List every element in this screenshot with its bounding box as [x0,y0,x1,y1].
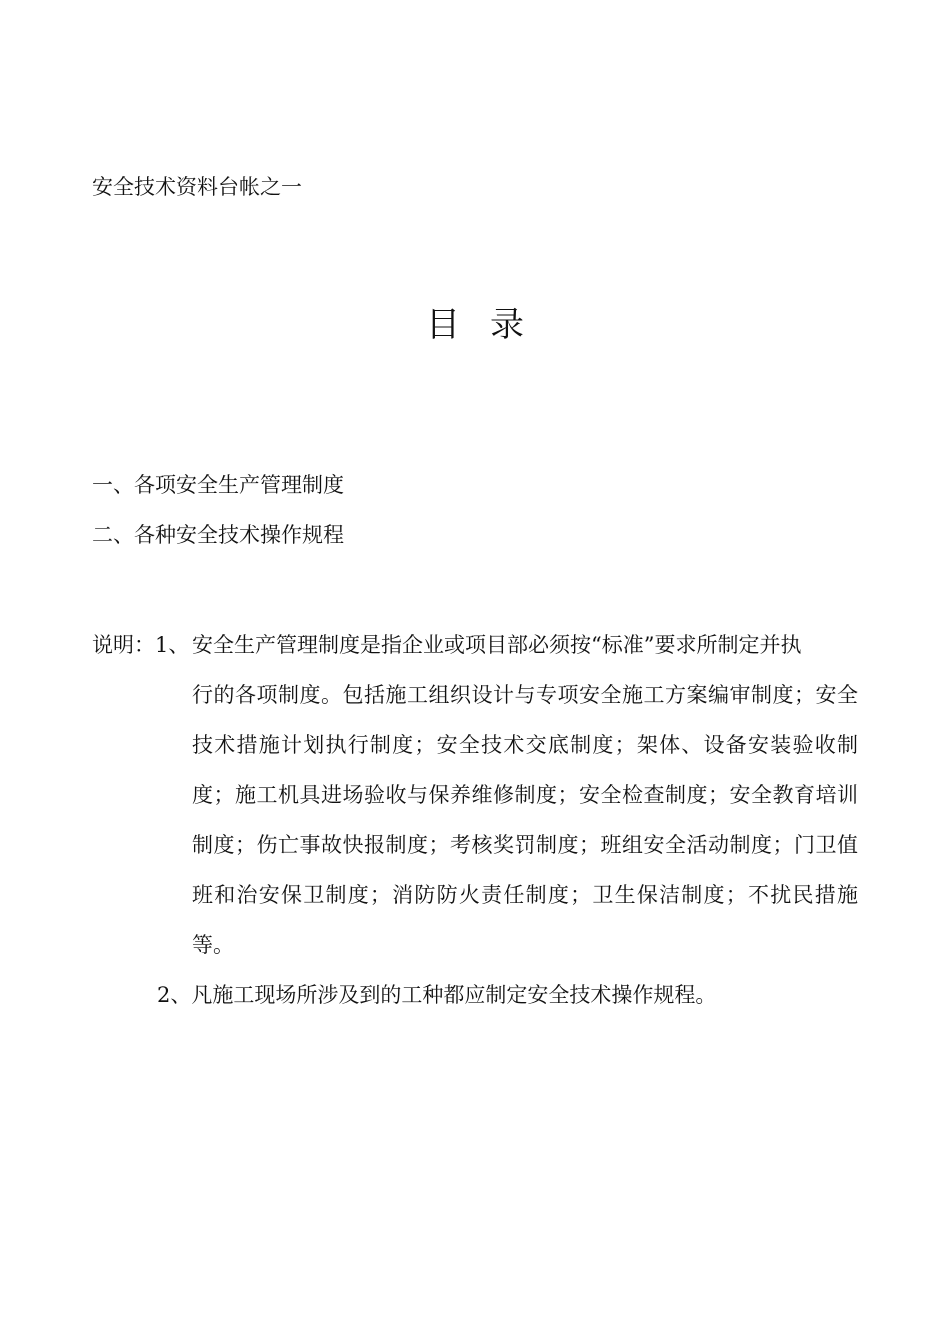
toc-item-management-rules: 一、各项安全生产管理制度 [92,473,344,497]
toc-item-operating-procedures: 二、各种安全技术操作规程 [92,523,344,547]
note-item-1 [92,620,862,970]
note-item-2: 2、凡施工现场所涉及到的工种都应制定安全技术操作规程。 [157,983,717,1007]
page-title: 目录 [426,305,554,345]
notes-label: 说明： [92,633,155,657]
notes-section [92,620,862,1020]
notes-label-with-number [92,620,189,670]
note-1-body [192,620,862,970]
header-note: 安全技术资料台帐之一 [92,175,302,199]
note-1-continuation-text: 行的各项制度。包括施工组织设计与专项安全施工方案编审制度；安全技术措施计划执行制度；安全技术交底制度；架体、设备安装验收制度；施工机具进场验收与保养维修制度；安全检查制度；安全教育培训制度；伤亡事故快报制度；考核奖罚制度；班组安全活动制度；门卫值班和治安保卫制度；消防防火责任制度；卫生保洁制度；不扰民措施等。 [192,683,858,957]
table-of-contents [92,470,344,570]
note-1-number: 1、 [155,633,190,657]
note-1-lead-text: 安全生产管理制度是指企业或项目部必须按“标准”要求所制定并执 [192,633,802,657]
